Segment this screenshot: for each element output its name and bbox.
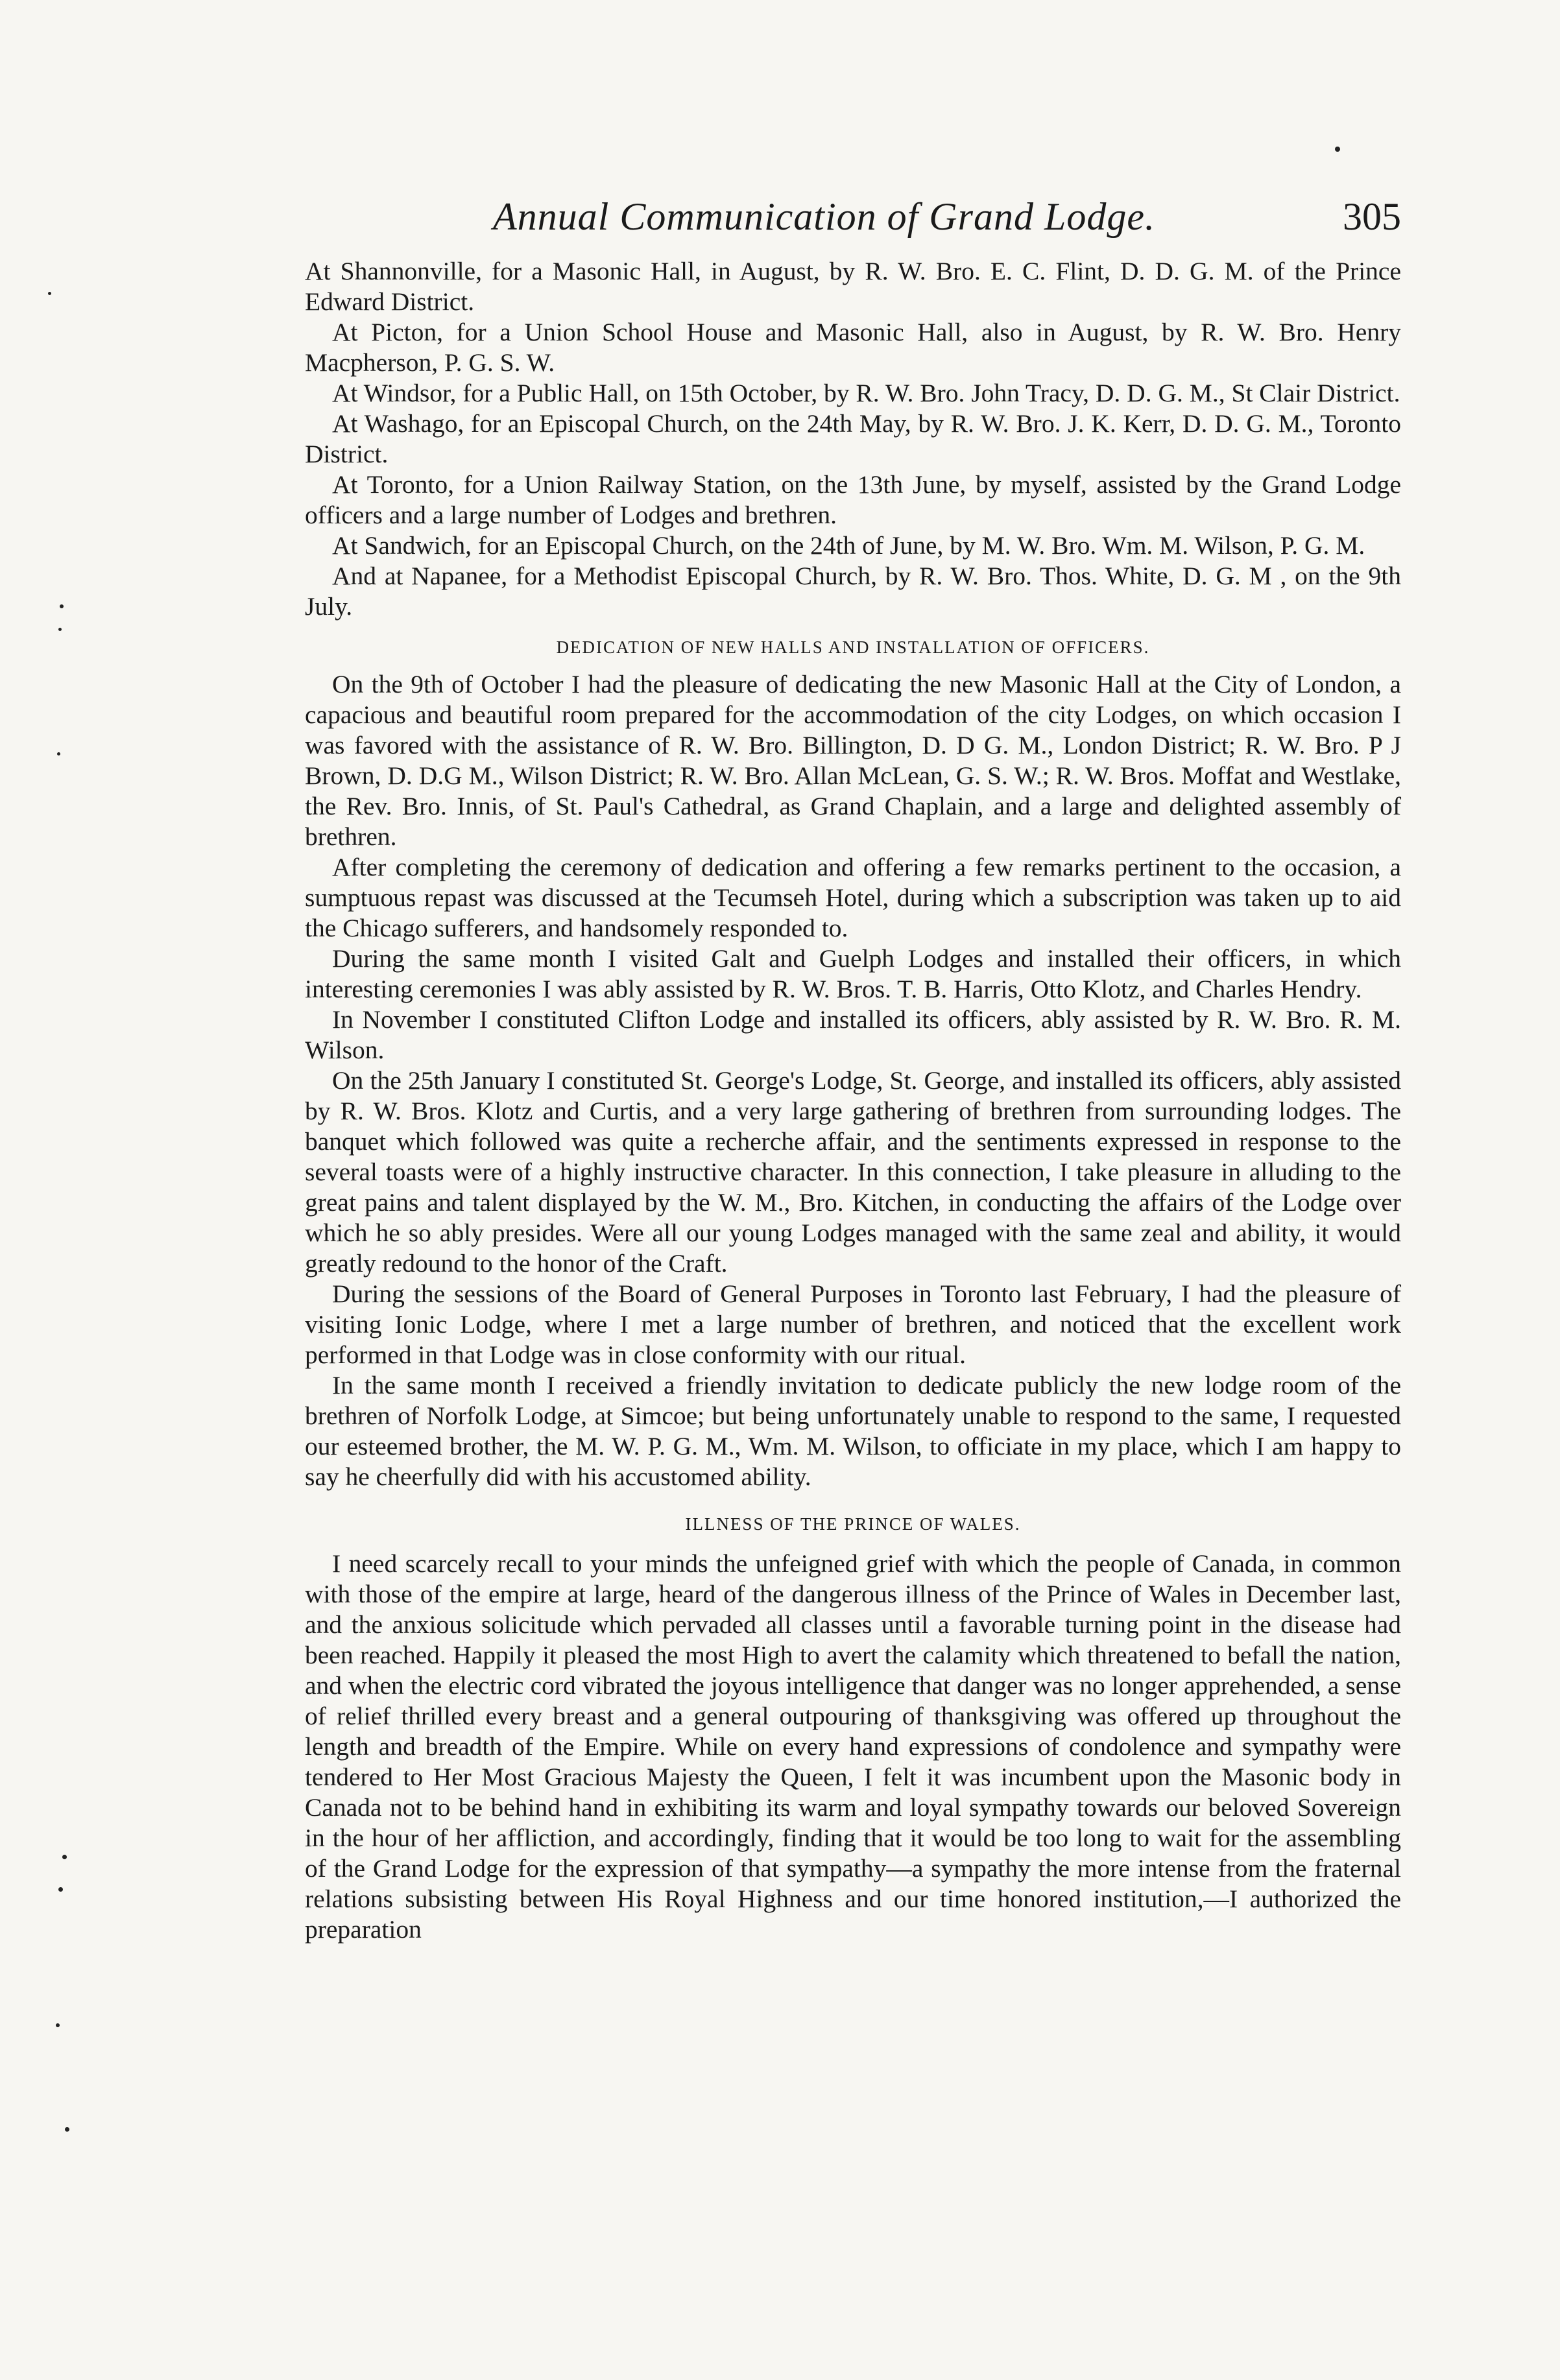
- paragraph: After completing the ceremony of dedication and offering a few remarks pertinent to the occasion, a sumptuous repast was discussed at the Tecumseh Hotel, during which a subscription was taken up to aid the Chicago sufferers, and handsomely responded to.: [305, 853, 1401, 942]
- page-number: 305: [1343, 195, 1401, 238]
- page-body: [305, 256, 1401, 1945]
- ink-dot: [58, 628, 62, 631]
- paragraph: At Windsor, for a Public Hall, on 15th October, by R. W. Bro. John Tracy, D. D. G. M., St Clair District.: [332, 379, 1400, 407]
- paragraph: At Sandwich, for an Episcopal Church, on the 24th of June, by M. W. Bro. Wm. M. Wilson, P. G. M.: [332, 531, 1365, 560]
- ink-dot: [48, 292, 51, 295]
- section-heading-illness: ILLNESS OF THE PRINCE OF WALES.: [685, 1514, 1021, 1534]
- running-header: [305, 195, 1401, 246]
- ink-dot: [60, 604, 64, 608]
- ink-dot: [1335, 147, 1340, 152]
- paragraph: On the 9th of October I had the pleasure of dedicating the new Masonic Hall at the City of London, a capacious and beautiful room prepared for the accommodation of the city Lodges, on which occasion I was favored with the assistance of R. W. Bro. Billington, D. D G. M., London District; R. W. Bro. P J Brown, D. D.G M., Wilson District; R. W. Bro. Allan McLean, G. S. W.; R. W. Bros. Moffat and Westlake, the Rev. Bro. Innis, of St. Paul's Cathedral, as Grand Chaplain, and a large and delighted assembly of brethren.: [305, 670, 1401, 851]
- ink-dot: [62, 1855, 67, 1859]
- paragraph: On the 25th January I constituted St. George's Lodge, St. George, and installed its officers, ably assisted by R. W. Bros. Klotz and Curtis, and a very large gathering of brethren from surrounding lodges. The banquet which followed was quite a recherche affair, and the sentiments expressed in response to the several toasts were of a highly instructive character. In this connection, I take pleasure in alluding to the great pains and talent displayed by the W. M., Bro. Kitchen, in conducting the affairs of the Lodge over which he so ably presides. Were all our young Lodges managed with the same zeal and ability, it would greatly redound to the honor of the Craft.: [305, 1066, 1401, 1278]
- paragraph: At Picton, for a Union School House and Masonic Hall, also in August, by R. W. Bro. Henry Macpherson, P. G. S. W.: [305, 318, 1401, 377]
- paragraph: At Shannonville, for a Masonic Hall, in August, by R. W. Bro. E. C. Flint, D. D. G. M. of the Prince Edward District.: [305, 257, 1401, 316]
- paragraph: I need scarcely recall to your minds the unfeigned grief with which the people of Canada, in common with those of the empire at large, heard of the dangerous illness of the Prince of Wales in December last, and the anxious solicitude which pervaded all classes until a favorable turning point in the disease had been reached. Happily it pleased the most High to avert the calamity which threatened to befall the nation, and when the electric cord vibrated the joyous intelligence that danger was no longer apprehended, a sense of relief thrilled every breast and a general outpouring of thanksgiving was offered up throughout the length and breadth of the Empire. While on every hand expressions of condolence and sympathy were tendered to Her Most Gracious Majesty the Queen, I felt it was incumbent upon the Masonic body in Canada not to be behind hand in exhibiting its warm and loyal sympathy towards our beloved Sovereign in the hour of her affliction, and accordingly, finding that it would be too long to wait for the assembling of the Grand Lodge for the expression of that sympathy—a sympathy the more intense from the fraternal relations subsisting between His Royal Highness and our time honored institution,—I authorized the preparation: [305, 1549, 1401, 1944]
- paragraph: At Washago, for an Episcopal Church, on the 24th May, by R. W. Bro. J. K. Kerr, D. D. G. M., Toronto District.: [305, 409, 1401, 468]
- paragraph: During the same month I visited Galt and Guelph Lodges and installed their officers, in which interesting ceremonies I was ably assisted by R. W. Bros. T. B. Harris, Otto Klotz, and Charles Hendry.: [305, 944, 1401, 1003]
- paragraph: During the sessions of the Board of General Purposes in Toronto last February, I had the pleasure of visiting Ionic Lodge, where I met a large number of brethren, and noticed that the excellent work performed in that Lodge was in close conformity with our ritual.: [305, 1279, 1401, 1369]
- paragraph: In November I constituted Clifton Lodge and installed its officers, ably assisted by R. W. Bro. R. M. Wilson.: [305, 1005, 1401, 1064]
- paragraph: In the same month I received a friendly invitation to dedicate publicly the new lodge room of the brethren of Norfolk Lodge, at Simcoe; but being unfortunately unable to respond to the same, I requested our esteemed brother, the M. W. P. G. M., Wm. M. Wilson, to officiate in my place, which I am happy to say he cheerfully did with his accustomed ability.: [305, 1371, 1401, 1491]
- paragraph: And at Napanee, for a Methodist Episcopal Church, by R. W. Bro. Thos. White, D. G. M , on the 9th July.: [305, 562, 1401, 621]
- ink-dot: [65, 2127, 69, 2132]
- ink-dot: [58, 1887, 63, 1892]
- running-title: Annual Communication of Grand Lodge.: [493, 195, 1155, 238]
- ink-dot: [57, 752, 60, 756]
- section-heading-dedication: DEDICATION OF NEW HALLS AND INSTALLATION OF OFFICERS.: [556, 637, 1150, 657]
- paragraph: At Toronto, for a Union Railway Station, on the 13th June, by myself, assisted by the Grand Lodge officers and a large number of Lodges and brethren.: [305, 470, 1401, 529]
- ink-dot: [56, 2023, 60, 2027]
